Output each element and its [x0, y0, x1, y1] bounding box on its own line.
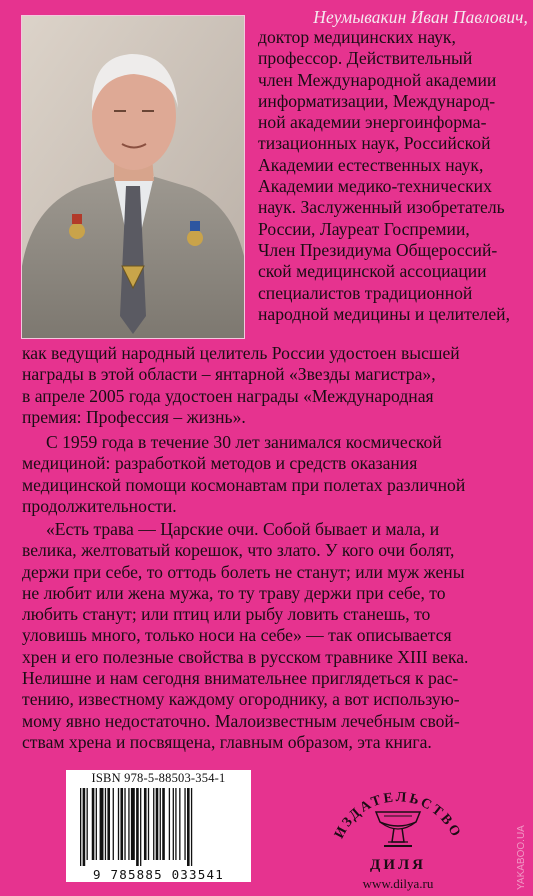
paragraph-line: велика, желтоватый корешок, что злато. У кого очи болят,: [22, 540, 455, 561]
bio-line: информатизации, Международ-: [258, 90, 496, 111]
author-bio-full: [22, 343, 520, 428]
publisher-logo: [318, 764, 478, 892]
paragraph-line: держи при себе, то оттодь болеть не станут; или муж жены: [22, 561, 465, 582]
bio-line: наук. Заслуженный изобретатель: [258, 197, 505, 218]
bio-line: тизационных наук, Российской: [258, 133, 491, 154]
bio-line: профессор. Действительный: [258, 48, 473, 69]
paragraph-line: Нелишне и нам сегодня внимательнее приглядеться к рас-: [22, 668, 459, 689]
paragraph-line: любить станут; или птиц или рыбу ловить станешь, то: [22, 604, 431, 625]
author-portrait-image: [22, 16, 244, 338]
watermark-text: YAKABOO.UA: [516, 825, 527, 890]
publisher-name: ДИЛЯ: [370, 857, 426, 873]
paragraph-career: [22, 432, 522, 517]
bio-line: ской медицинской ассоциации: [258, 261, 487, 282]
paragraph-line: тению, известному каждому огороднику, а вот использую-: [22, 689, 460, 710]
bio-line: доктор медицинских наук,: [258, 27, 456, 47]
bio-line: ной академии энергоинформа-: [258, 112, 487, 133]
paragraph-line: ствам хрена и посвящена, главным образом, эта книга.: [22, 731, 432, 752]
paragraph-line: продолжительности.: [22, 495, 177, 516]
bio-line: Академии медико-технических: [258, 176, 492, 197]
paragraph-line: «Есть трава — Царские очи. Собой бывает и мала, и: [46, 519, 440, 539]
paragraph-book-description: [22, 519, 522, 753]
bio-line: специалистов традиционной: [258, 282, 473, 303]
isbn-barcode-box: [66, 770, 251, 882]
bio-line: член Международной академии: [258, 69, 497, 90]
barcode-digits: 9 785885 033541: [93, 867, 224, 882]
bio-line: Член Президиума Общероссий-: [258, 239, 498, 260]
paragraph-line: мому явно недостаточно. Малоизвестным лечебным свой-: [22, 710, 460, 731]
isbn-label: ISBN 978-5-88503-354-1: [91, 771, 226, 785]
bio-line: награды в этой области – янтарной «Звезды магистра»,: [22, 364, 436, 385]
bio-line: премия: Профессия – жизнь».: [22, 406, 246, 427]
bio-line: в апреле 2005 года удостоен награды «Международная: [22, 385, 434, 406]
author-bio-side: [258, 27, 524, 325]
paragraph-line: С 1959 года в течение 30 лет занимался космической: [46, 432, 442, 452]
bio-line: как ведущий народный целитель России удостоен высшей: [22, 343, 460, 363]
bio-line: России, Лауреат Госпремии,: [258, 218, 470, 239]
paragraph-line: уловишь много, только носи на себе» — так описывается: [22, 625, 452, 646]
paragraph-line: не любит или жена мужа, то ту траву держи при себе, то: [22, 582, 446, 603]
paragraph-line: медицинской помощи космонавтам при полетах различной: [22, 474, 466, 495]
barcode-icon: [76, 788, 241, 866]
paragraph-line: хрен и его полезные свойства в русском травнике XIII века.: [22, 646, 469, 667]
publisher-url: www.dilya.ru: [362, 876, 434, 891]
bio-line: Академии естественных наук,: [258, 154, 484, 175]
bio-line: народной медицины и целителей,: [258, 303, 510, 324]
author-photo: [22, 16, 244, 338]
author-name: Неумывакин Иван Павлович,: [313, 7, 528, 27]
paragraph-line: медициной: разработкой методов и средств оказания: [22, 453, 418, 474]
publisher-arc-text: ИЗДАТЕЛЬСТВО: [332, 790, 464, 842]
